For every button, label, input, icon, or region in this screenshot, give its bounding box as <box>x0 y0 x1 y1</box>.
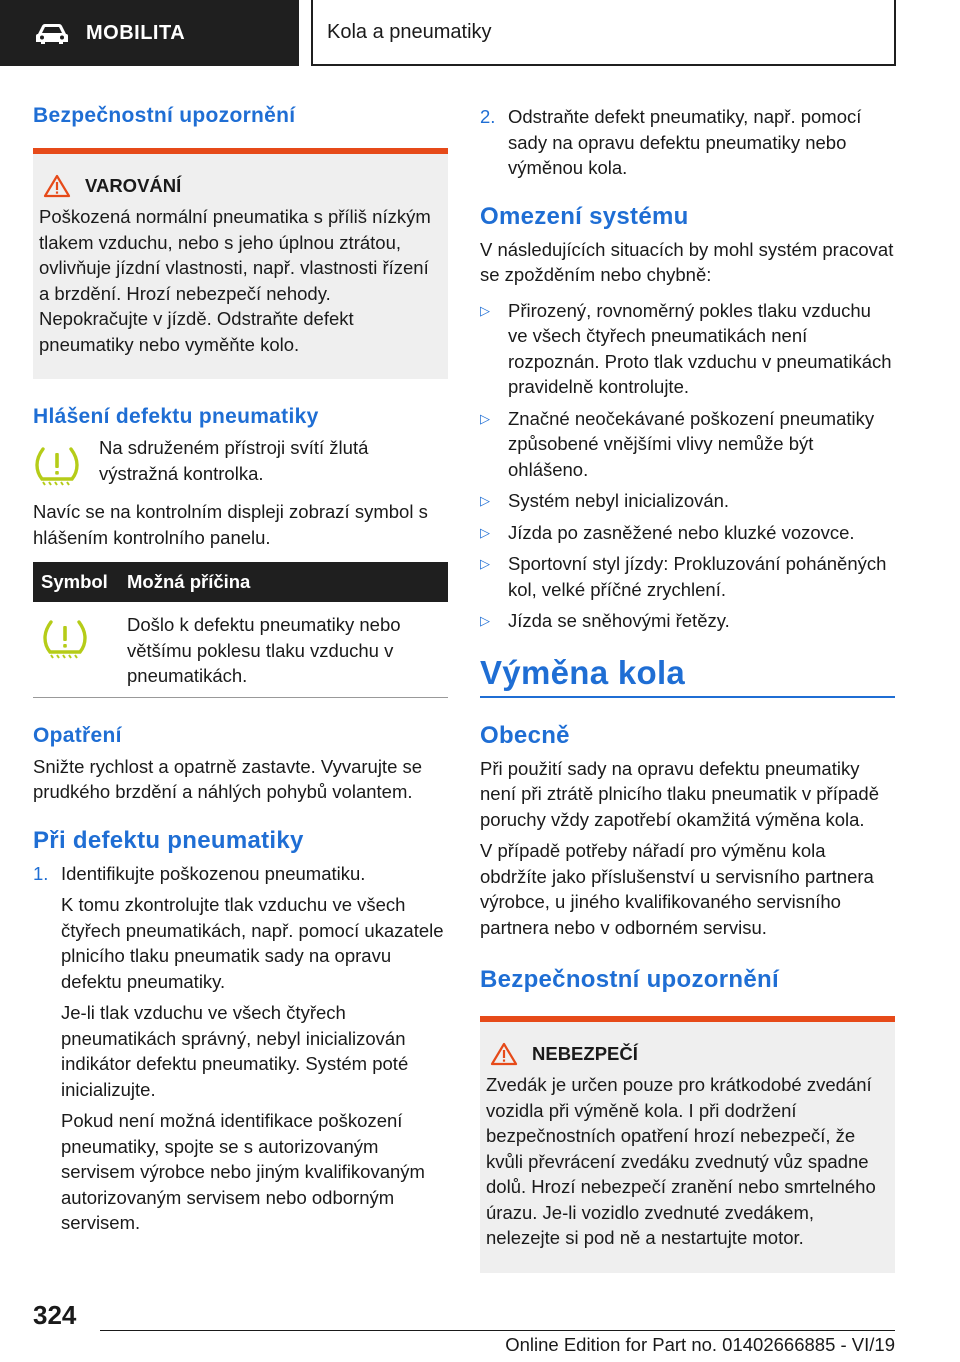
list-item <box>480 608 895 634</box>
tire-pressure-warning-icon <box>33 443 81 487</box>
car-icon <box>34 21 70 45</box>
report-text: Na sdruženém přístroji svítí žlutá výstražná kontrolka. <box>99 437 369 484</box>
column-header-symbol: Symbol <box>33 562 119 602</box>
measures-text: Snižte rychlost a opatrně zastavte. Vyvarujte se prudkého brzdění a náhlých pohybů volantem. <box>33 755 423 802</box>
edition-text: Online Edition for Part no. 01402666885 - VI/19 <box>505 1334 895 1355</box>
step-paragraph: Pokud není možná identifikace poškození pneumatiky, spojte se s autorizovaným servisem výrobce nebo jiným kvalifikovaným autorizovaným servisem nebo odborným servisem. <box>61 1110 425 1233</box>
danger-box <box>480 1016 895 1273</box>
bullet-text: Značné neočekávané poškození pneumatiky způsobené vnějšími vlivy nemůže být ohlášeno. <box>508 407 875 480</box>
bullet-text: Systém nebyl inicializován. <box>508 490 730 511</box>
right-column <box>480 96 895 1273</box>
tire-pressure-warning-icon <box>41 616 89 660</box>
general-text: Při použití sady na opravu defektu pneumatiky není při ztrátě plnicího tlaku pneumatik v případě poruchy vždy zapotřebí okamžitá výměna kola. <box>480 757 880 830</box>
list-item <box>480 551 895 602</box>
general-heading: Obecně <box>480 721 570 749</box>
step-number: 2. <box>480 106 496 127</box>
table-row <box>33 602 448 697</box>
safety-heading: Bezpečnostní upozornění <box>480 966 779 993</box>
heading-rule <box>480 696 895 698</box>
danger-label: NEBEZPEČÍ <box>532 1043 638 1064</box>
report-heading: Hlášení defektu pneumatiky <box>33 405 319 428</box>
warning-header <box>39 174 442 198</box>
warning-triangle-icon <box>43 174 71 198</box>
bullet-text: Přirozený, rovnoměrný pokles tlaku vzduchu ve všech čtyřech pneumatikách není rozpoznán. Proto tlak vzduchu v pneumatikách pravidelně kontrolujte. <box>508 299 892 397</box>
defect-steps <box>33 861 448 887</box>
defect-heading: Při defektu pneumatiky <box>33 826 304 854</box>
wheel-change-heading: Výměna kola <box>480 653 686 691</box>
page-number: 324 <box>33 1300 77 1330</box>
measures-heading: Opatření <box>33 723 122 747</box>
bullet-marker: ▷ <box>480 493 490 508</box>
step-text: Odstraňte defekt pneumatiky, např. pomocí sady na opravu defektu pneumatiky nebo výměnou kola. <box>508 106 862 178</box>
limits-list <box>480 298 895 634</box>
general-text: V případě potřeby nářadí pro výměnu kola obdržíte jako příslušenství u servisního partnera výrobce, u jiného kvalifikovaného servisního partnera nebo v odborném servisu. <box>480 840 874 938</box>
safety-heading: Bezpečnostní upozornění <box>33 104 296 127</box>
bullet-marker: ▷ <box>480 302 490 318</box>
list-item <box>480 406 895 483</box>
warning-text: Poškozená normální pneumatika s příliš nízkým tlakem vzduchu, nebo s jeho úplnou ztrátou, ovlivňuje jízdní vlastnosti, např. vlastnosti řízení a brzdění. Hrozí nebezpečí nehody. Nepokračujte v jízdě. Odstraňte defekt pneumatiky nebo vyměňte kolo. <box>39 206 431 355</box>
chapter-title: Kola a pneumatiky <box>311 0 896 66</box>
limits-text: V následujících situacích by mohl systém pracovat se zpožděním nebo chybně: <box>480 238 894 285</box>
report-row <box>33 435 448 487</box>
page-header <box>0 0 960 66</box>
symbol-cell <box>33 602 119 697</box>
section-tab <box>0 0 299 66</box>
list-item <box>33 861 448 887</box>
bullet-text: Jízda po zasněžené nebo kluzké vozovce. <box>508 521 855 543</box>
display-text: Navíc se na kontrolním displeji zobrazí symbol s hlášením kontrolního panelu. <box>33 501 428 548</box>
warning-triangle-icon <box>490 1042 518 1066</box>
warning-label: VAROVÁNÍ <box>85 175 182 196</box>
limits-heading: Omezení systému <box>480 202 689 230</box>
danger-text: Zvedák je určen pouze pro krátkodobé zvedání vozidla při výměně kola. I při dodržení bezpečnostních opatření hrozí nebezpečí, že kvůli převrácení zvedáku zvednutý vůz spadne dolů. Hrozí nebezpečí zranění nebo smrtelného úrazu. Je-li vozidlo zvednuté zvedákem, nelezejte si pod ně a nestartujte motor. <box>486 1074 876 1248</box>
cause-cell: Došlo k defektu pneumatiky nebo většímu poklesu tlaku vzduchu v pneumatikách. <box>119 602 448 697</box>
list-item <box>480 488 895 514</box>
bullet-marker: ▷ <box>480 524 490 540</box>
section-title: MOBILITA <box>86 21 186 44</box>
bullet-marker: ▷ <box>480 556 490 571</box>
step-paragraph: K tomu zkontrolujte tlak vzduchu ve všech čtyřech pneumatikách, např. pomocí ukazatele plnicího tlaku pneumatik sady na opravu defektu pneumatiky. <box>61 894 444 992</box>
bullet-text: Sportovní styl jízdy: Prokluzování poháněných kol, velké příčné zrychlení. <box>508 553 887 600</box>
column-header-cause: Možná příčina <box>119 562 448 602</box>
danger-header <box>486 1042 889 1066</box>
left-column <box>33 96 448 1236</box>
step-number: 1. <box>33 862 49 884</box>
bullet-text: Jízda se sněhovými řetězy. <box>508 610 730 631</box>
symbol-table <box>33 562 448 698</box>
defect-steps-continued <box>480 104 895 181</box>
list-item <box>480 520 895 546</box>
footer-rule <box>100 1330 895 1331</box>
list-item <box>480 104 895 181</box>
bullet-marker: ▷ <box>480 410 490 426</box>
page-footer <box>0 1298 960 1362</box>
warning-box <box>33 148 448 379</box>
list-item <box>480 298 895 400</box>
step-text: Identifikujte poškozenou pneumatiku. <box>61 862 366 884</box>
bullet-marker: ▷ <box>480 613 490 628</box>
step-paragraph: Je-li tlak vzduchu ve všech čtyřech pneumatikách správný, nebyl inicializován indikátor defektu pneumatiky. Systém poté inicializujte. <box>61 1002 409 1100</box>
table-header <box>33 562 448 602</box>
